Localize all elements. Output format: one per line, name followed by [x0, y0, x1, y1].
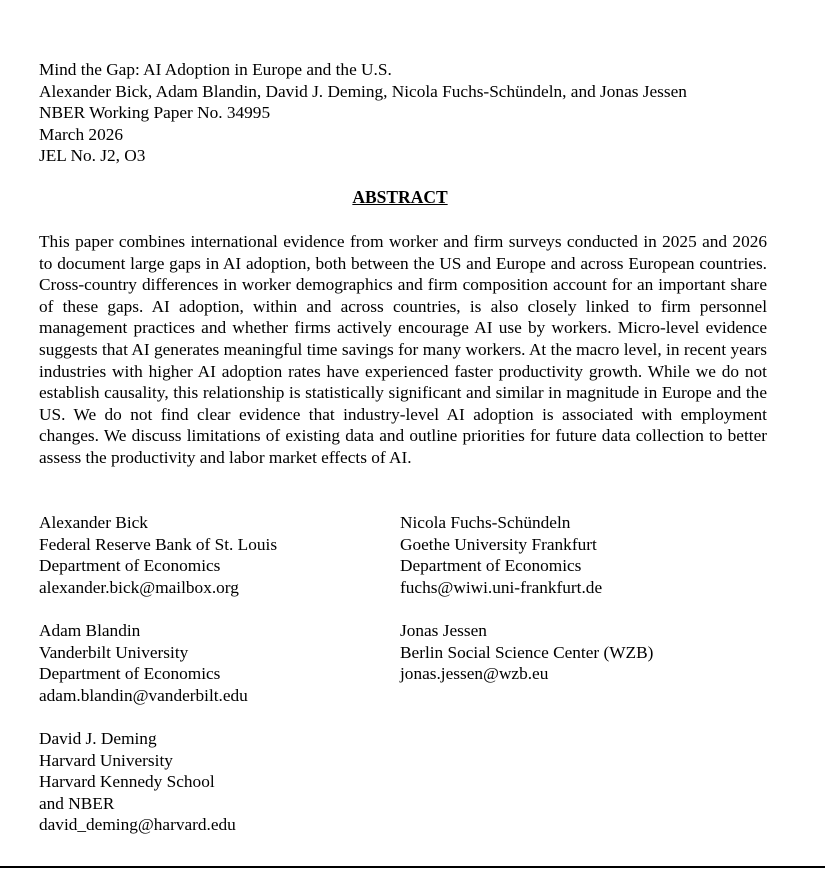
author-affiliation-block — [400, 620, 760, 685]
jel-codes: JEL No. J2, O3 — [39, 146, 146, 166]
author-institution: Goethe University Frankfurt — [400, 534, 597, 554]
author-institution: Federal Reserve Bank of St. Louis — [39, 534, 278, 554]
author-email: adam.blandin@vanderbilt.edu — [39, 685, 248, 705]
author-department: Department of Economics — [39, 556, 221, 576]
author-department: Department of Economics — [400, 556, 582, 576]
working-paper-number: NBER Working Paper No. 34995 — [39, 103, 271, 123]
author-name: Alexander Bick — [39, 513, 148, 532]
author-affiliation-block — [400, 512, 760, 598]
abstract-text: This paper combines international evidence from worker and firm surveys conducted in 2025 and 2026 to document large gaps in AI adoption, both between the US and Europe and across European countries. Cross-country differences in worker demographics and firm composition account for an important share of these gaps. AI adoption, within and across countries, is also closely linked to firm personnel management practices and whether firms actively encourage AI use by workers. Micro-level evidence suggests that AI generates meaningful time savings for many workers. At the macro level, in recent years industries with higher AI adoption rates have experienced faster productivity growth. While we do not establish causality, this relationship is statistically significant and similar in magnitude in Europe and the US. We do not find clear evidence that industry-level AI adoption is associated with employment changes. We discuss limitations of existing data and outline priorities for future data collection to better assess the productivity and labor market effects of AI. — [39, 232, 767, 467]
author-name: David J. Deming — [39, 729, 157, 748]
author-affiliation-block — [39, 728, 399, 836]
author-school: Harvard Kennedy School — [39, 772, 215, 792]
author-department: Department of Economics — [39, 664, 221, 684]
publication-date: March 2026 — [39, 124, 123, 144]
author-name: Jonas Jessen — [400, 621, 487, 640]
author-email: david_deming@harvard.edu — [39, 815, 236, 835]
author-affiliation-nber: and NBER — [39, 793, 115, 813]
author-list: Alexander Bick, Adam Blandin, David J. Deming, Nicola Fuchs-Schündeln, and Jonas Jessen — [39, 81, 687, 101]
author-name: Adam Blandin — [39, 621, 141, 640]
abstract-heading: ABSTRACT — [352, 187, 448, 207]
author-institution: Berlin Social Science Center (WZB) — [400, 642, 654, 662]
author-institution: Vanderbilt University — [39, 642, 189, 662]
author-email: jonas.jessen@wzb.eu — [400, 664, 549, 684]
author-email: fuchs@wiwi.uni-frankfurt.de — [400, 577, 603, 597]
paper-title: Mind the Gap: AI Adoption in Europe and the U.S. — [39, 60, 392, 79]
author-name: Nicola Fuchs-Schündeln — [400, 513, 571, 532]
author-institution: Harvard University — [39, 750, 173, 770]
paper-header — [39, 59, 799, 167]
author-affiliation-block — [39, 512, 399, 598]
author-email: alexander.bick@mailbox.org — [39, 577, 239, 597]
author-affiliation-block — [39, 620, 399, 706]
page-bottom-rule — [0, 866, 825, 868]
